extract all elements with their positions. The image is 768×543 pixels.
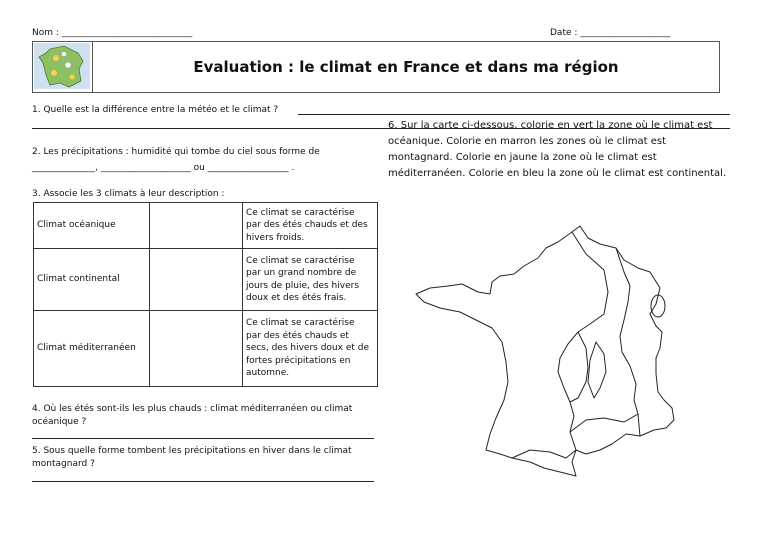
answer-line-q4[interactable] [32, 438, 374, 439]
france-outline [416, 226, 674, 476]
question-2-blanks[interactable]: ______________, ____________________ ou __________________ . [32, 163, 295, 173]
link-area[interactable] [150, 203, 243, 249]
question-3: 3. Associe les 3 climats à leur description : [32, 189, 225, 199]
question-2: 2. Les précipitations : humidité qui tombe du ciel sous forme de [32, 147, 320, 157]
table-row [34, 311, 378, 387]
zone-jura [651, 295, 665, 317]
climate-cell: Climat continental [34, 249, 150, 311]
climate-association-table [33, 202, 378, 387]
description-line: Ce climat se caractérise [246, 318, 355, 329]
table-row [34, 203, 378, 249]
title-box-separator [92, 41, 93, 93]
zone-east-inset [588, 342, 606, 398]
description-line: par des étés chauds et des [246, 220, 368, 231]
description-line: secs, des hivers doux et de [246, 343, 369, 354]
weather-map-thumbnail [34, 43, 90, 89]
climate-cell: Climat méditerranéen [34, 311, 150, 387]
question-5-cont: montagnard ? [32, 459, 95, 469]
link-area[interactable] [150, 249, 243, 311]
question-4-cont: océanique ? [32, 417, 87, 427]
description-cell [243, 249, 378, 311]
question-1: 1. Quelle est la différence entre la météo et le climat ? [32, 105, 279, 115]
date-field-label: Date : ____________________ [550, 28, 671, 38]
question-6: 6. Sur la carte ci-dessous, colorie en vert la zone où le climat est océanique. Colorie en marron les zones où le climat est montagnard. Colorie en jaune la zone où le climat est méditerranéen. Colorie en bleu la zone où le climat est continental. [388, 120, 727, 179]
description-cell [243, 203, 378, 249]
zone-mediterranean [570, 414, 638, 432]
zone-pyrenees [512, 450, 576, 458]
question-4: 4. Où les étés sont-ils les plus chauds : climat méditerranéen ou climat [32, 404, 353, 414]
description-line: fortes précipitations en [246, 355, 351, 366]
description-cell [243, 311, 378, 387]
france-climate-map[interactable] [410, 222, 740, 484]
climate-cell: Climat océanique [34, 203, 150, 249]
description-line: Ce climat se caractérise [246, 207, 355, 218]
description-line: Ce climat se caractérise [246, 255, 355, 266]
answer-line-q1-a[interactable] [298, 114, 730, 115]
name-field-label: Nom : _____________________________ [32, 28, 193, 38]
question-5: 5. Sous quelle forme tombent les précipitations en hiver dans le climat [32, 446, 352, 456]
description-line: automne. [246, 368, 290, 379]
description-line: hivers froids. [246, 232, 305, 243]
answer-line-q5[interactable] [32, 481, 374, 482]
zone-border-2 [616, 248, 640, 436]
description-line: par des étés chauds et [246, 330, 349, 341]
zone-massif [570, 332, 588, 402]
table-row [34, 249, 378, 311]
description-line: par un grand nombre de [246, 268, 357, 278]
description-line: doux et des étés frais. [246, 293, 347, 303]
page-title: Evaluation : le climat en France et dans ma région [193, 58, 619, 76]
link-area[interactable] [150, 311, 243, 387]
description-line: jours de pluie, des hivers [246, 280, 360, 291]
